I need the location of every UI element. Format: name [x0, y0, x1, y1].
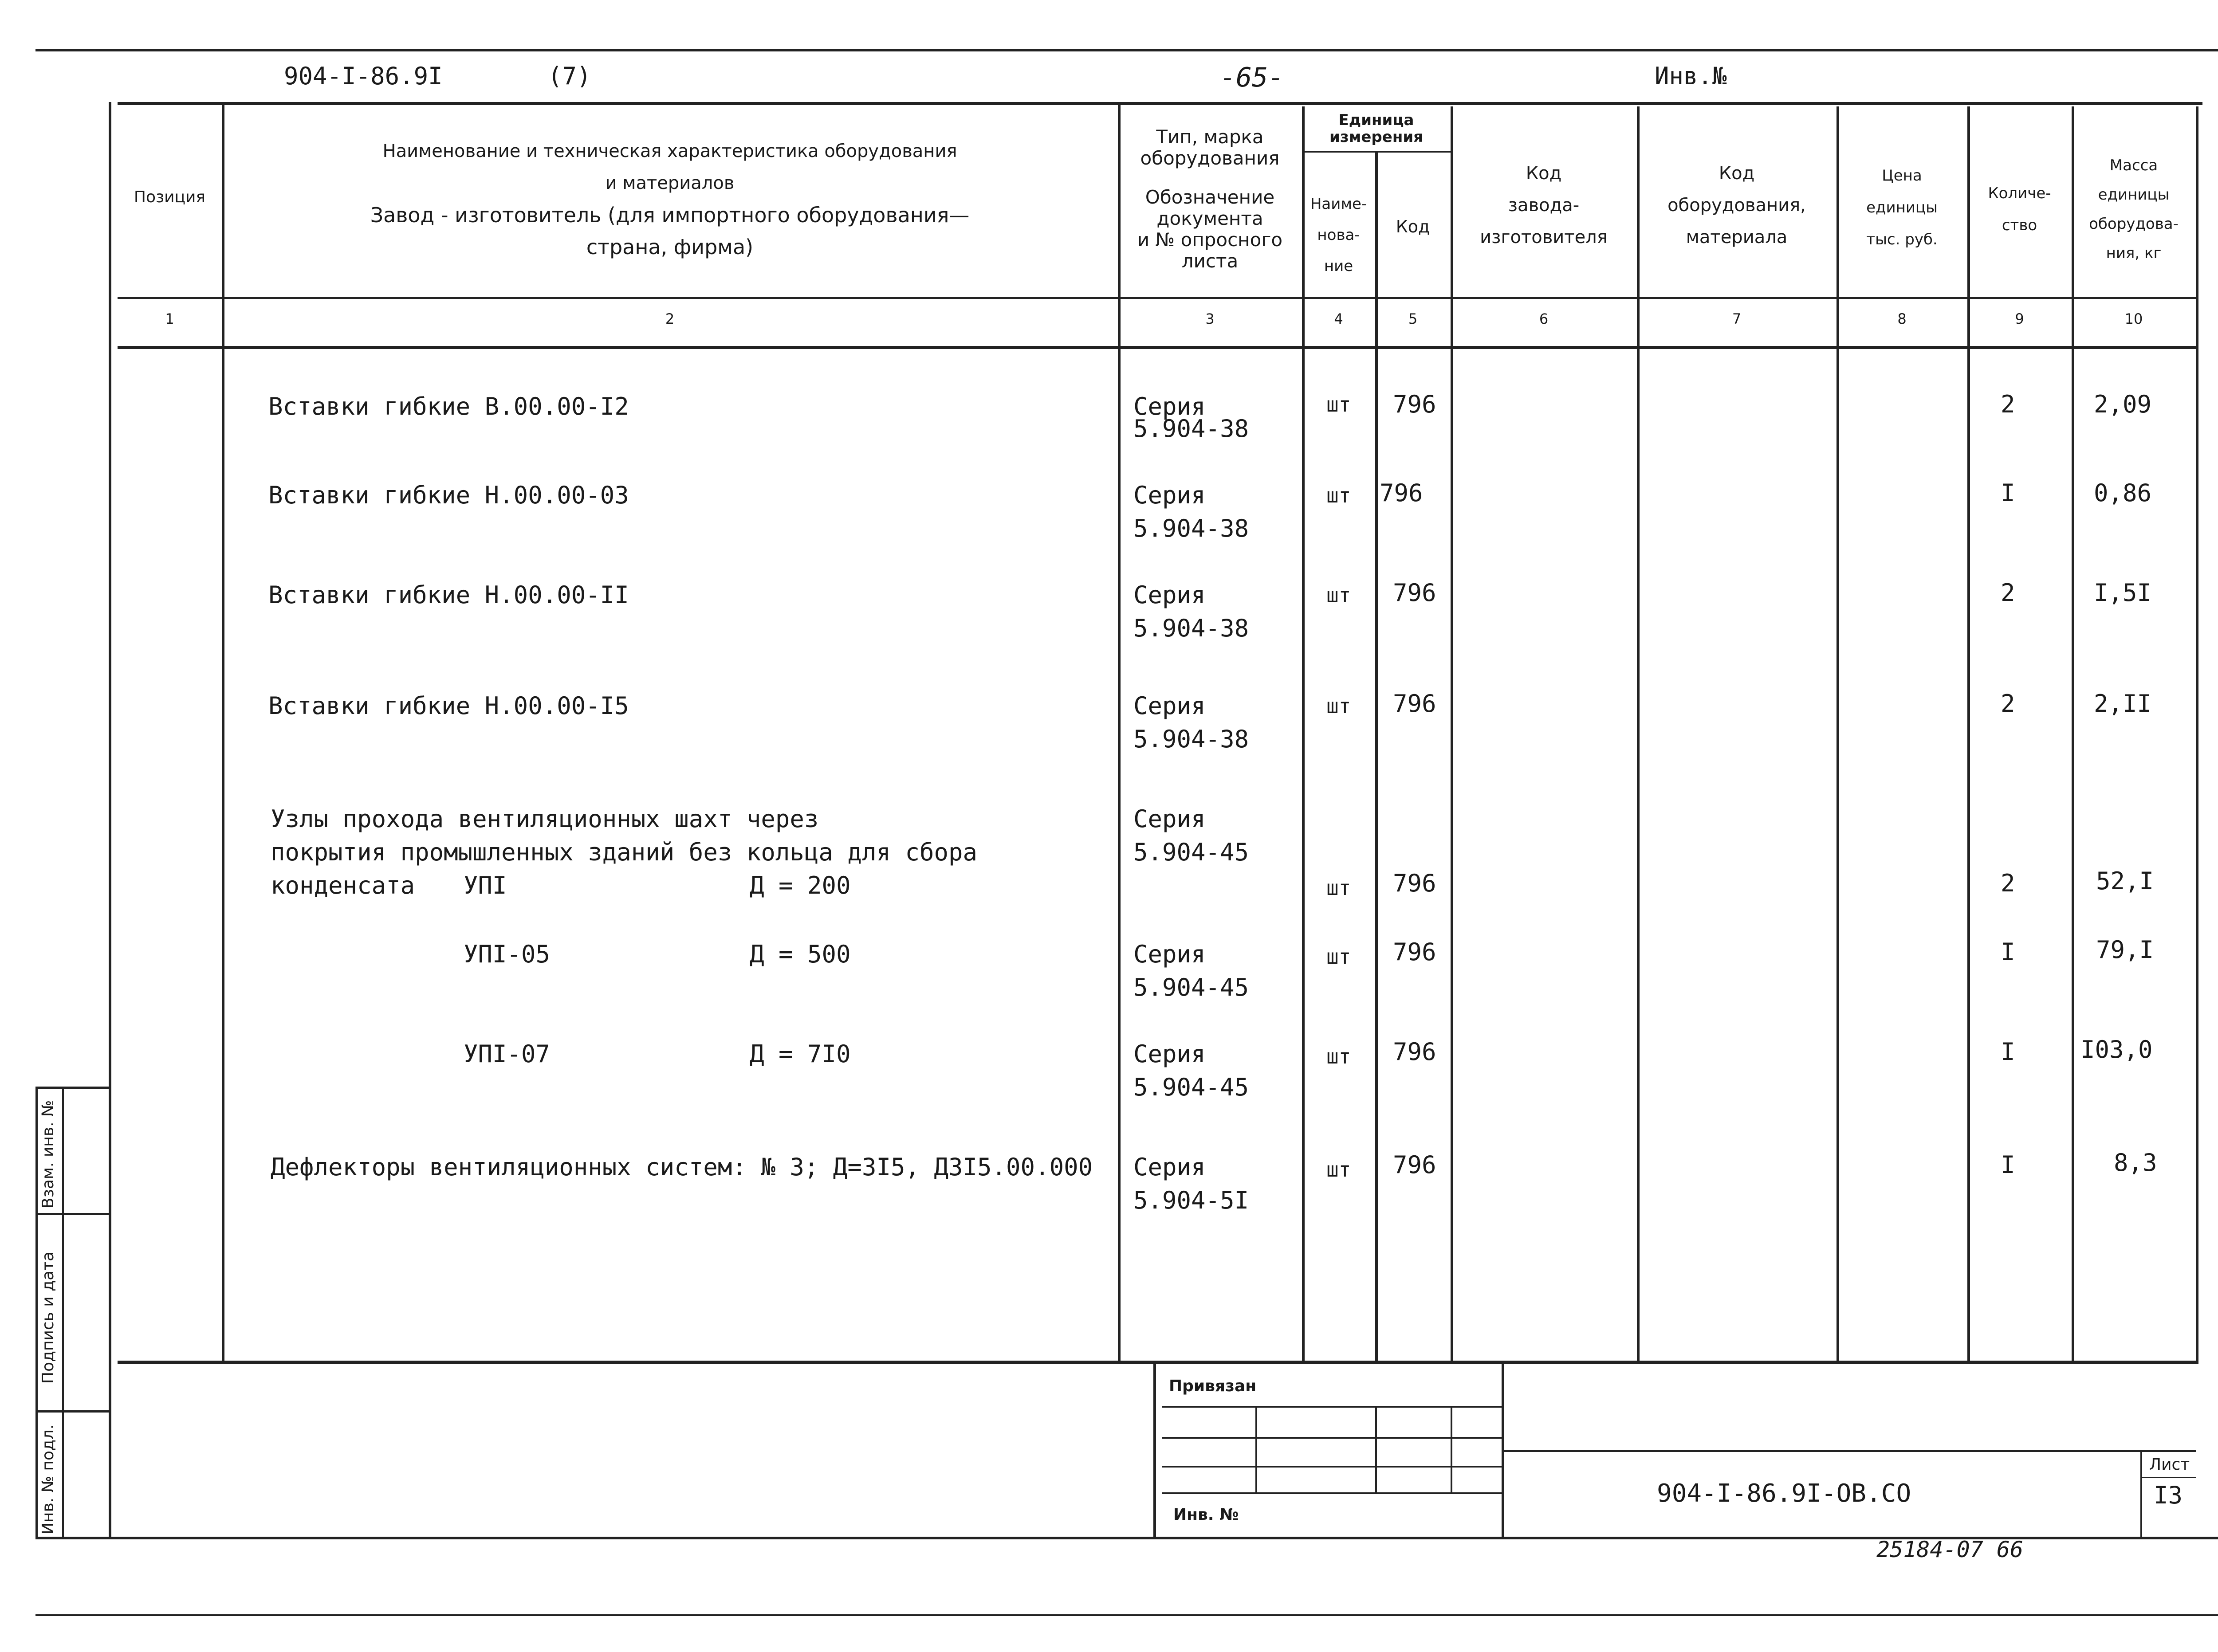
uzly-item1-unit: шт [1326, 876, 1351, 900]
header-price-line1: Цена [1882, 167, 1922, 184]
row1-code: 796 [1393, 390, 1436, 418]
row1-name: Вставки гибкие В.00.00-I2 [268, 392, 629, 420]
row2-code: 796 [1380, 479, 1423, 507]
column-number-7: 7 [1732, 310, 1742, 327]
row3-type-line1: Серия [1133, 581, 1206, 609]
inv-label: Инв.№ [1655, 62, 1727, 90]
column-number-6: 6 [1539, 310, 1549, 327]
header-type-line2: оборудования [1140, 147, 1280, 169]
uzly-item3-qty: I [2001, 1038, 2015, 1066]
side-box-top [35, 1087, 109, 1089]
uzly-item1-mass: 52,I [2096, 867, 2154, 895]
title-block-list-label-line [2140, 1477, 2196, 1478]
header-quantity-line1: Количе- [1988, 184, 2051, 202]
header-mass-line1: Масса [2109, 157, 2158, 174]
header-unit-name-line2: нова- [1317, 226, 1360, 244]
col-divider-2 [1118, 102, 1121, 1364]
header-mass-line4: ния, кг [2106, 244, 2162, 262]
column-number-8: 8 [1897, 310, 1907, 327]
header-name-line2: и материалов [605, 173, 735, 193]
row3-name: Вставки гибкие Н.00.00-II [268, 581, 629, 609]
header-quantity-line2: ство [2002, 216, 2037, 234]
list-number: I3 [2154, 1481, 2183, 1509]
row4-unit: шт [1326, 694, 1351, 718]
uzly-item1-code: 796 [1393, 869, 1436, 897]
header-quantity [1967, 177, 2072, 241]
deflector-unit: шт [1326, 1158, 1351, 1181]
header-price-line3: тыс. руб. [1866, 231, 1938, 248]
title-block-v1 [1255, 1406, 1257, 1492]
list-label: Лист [2149, 1456, 2190, 1474]
header-type-line3: Обозначение [1145, 186, 1275, 208]
sheet-in-series: (7) [548, 62, 591, 90]
header-unit-line2: измерения [1329, 128, 1423, 146]
col-divider-9 [2072, 106, 2074, 1364]
header-equipment-code-line1: Код [1719, 163, 1755, 184]
row3-type-line2: 5.904-38 [1133, 614, 1249, 642]
uzly-item3-mass: I03,0 [2080, 1036, 2153, 1063]
title-inv-label: Инв. № [1173, 1506, 1239, 1524]
col-divider-7 [1837, 106, 1839, 1364]
title-block-list-divider [2140, 1450, 2142, 1537]
uzly-item2-diameter: Д = 500 [750, 940, 851, 968]
column-number-9: 9 [2015, 310, 2024, 327]
uzly-item2-mass: 79,I [2096, 936, 2154, 964]
side-box-left [35, 1087, 38, 1539]
uzly-item3-type-line1: Серия [1133, 1040, 1206, 1068]
column-number-bottom-line [118, 346, 2196, 349]
title-block-v3 [1451, 1406, 1452, 1492]
header-equipment-code-line3: материала [1686, 227, 1788, 247]
side-label-inv-podl: Инв. № подл. [39, 1424, 57, 1534]
row1-qty: 2 [2001, 390, 2015, 418]
side-box-divider-2 [35, 1410, 109, 1413]
uzly-item1-qty: 2 [2001, 869, 2015, 897]
column-number-3: 3 [1205, 310, 1215, 327]
header-type-line5: и № опросного [1137, 229, 1283, 251]
header-mass-line3: оборудова- [2089, 215, 2179, 233]
row3-qty: 2 [2001, 579, 2015, 607]
col-divider-3 [1302, 106, 1305, 1364]
column-number-2: 2 [665, 310, 675, 327]
row2-qty: I [2001, 479, 2015, 507]
uzly-item2-type-line1: Серия [1133, 940, 1206, 968]
row2-name: Вставки гибкие Н.00.00-03 [268, 481, 629, 509]
uzly-item1-diameter: Д = 200 [750, 871, 851, 899]
uzly-title-line3: конденсата [271, 871, 415, 899]
row3-mass: I,5I [2094, 579, 2152, 607]
uzly-item2-unit: шт [1326, 945, 1351, 969]
privyazan-label: Привязан [1169, 1377, 1257, 1395]
title-block-main-divider [1502, 1450, 2196, 1452]
header-price-line2: единицы [1866, 199, 1938, 216]
column-number-1: 1 [165, 310, 174, 327]
col-divider-6 [1637, 106, 1640, 1364]
row1-type-line2: 5.904-38 [1133, 415, 1249, 443]
header-unit-line1: Единица [1338, 111, 1414, 129]
title-block-v2 [1375, 1406, 1377, 1492]
row2-type-line2: 5.904-38 [1133, 514, 1249, 542]
header-type-line1: Тип, марка [1156, 126, 1264, 148]
row4-qty: 2 [2001, 690, 2015, 718]
row3-unit: шт [1326, 583, 1351, 607]
doc-code: 904-I-86.9I [284, 62, 443, 90]
row4-code: 796 [1393, 690, 1436, 718]
col-divider-8 [1967, 106, 1970, 1364]
uzly-item1-mark: УПI [464, 871, 507, 899]
frame-top-line [118, 102, 2202, 105]
title-block-mid [1502, 1361, 1504, 1538]
header-equipment-code-line2: оборудования, [1667, 195, 1806, 216]
header-price [1837, 160, 1967, 255]
header-plant-code [1451, 157, 1637, 253]
table-bottom-line [118, 1361, 2196, 1364]
uzly-item3-mark: УПI-07 [464, 1040, 551, 1068]
column-number-5: 5 [1408, 310, 1418, 327]
row2-mass: 0,86 [2094, 479, 2152, 507]
header-name-line1: Наименование и техническая характеристика оборудования [382, 141, 957, 161]
column-number-4: 4 [1334, 310, 1343, 327]
row4-mass: 2,II [2094, 690, 2152, 718]
header-type-line6: листа [1181, 250, 1239, 272]
uzly-item2-qty: I [2001, 938, 2015, 966]
row4-type-line1: Серия [1133, 692, 1206, 720]
deflector-type-line2: 5.904-5I [1133, 1186, 1249, 1214]
uzly-title-line1: Узлы прохода вентиляционных шахт через [271, 805, 819, 833]
side-box-divider-1 [35, 1213, 109, 1215]
deflector-code: 796 [1393, 1151, 1436, 1179]
uzly-item3-code: 796 [1393, 1038, 1436, 1066]
uzly-item2-code: 796 [1393, 938, 1436, 966]
row1-unit: шт [1326, 392, 1351, 416]
top-border-line [35, 49, 2218, 51]
header-mass-line2: единицы [2098, 186, 2170, 204]
header-name-line3: Завод - изготовитель (для импортного оборудования— [370, 203, 970, 227]
header-mass [2072, 151, 2196, 268]
row1-mass: 2,09 [2094, 390, 2152, 418]
uzly-item2-mark: УПI-05 [464, 940, 551, 968]
col-divider-10 [2196, 106, 2198, 1364]
doc-designation: 904-I-86.9I-ОВ.СО [1657, 1479, 1911, 1508]
frame-left-line [109, 102, 111, 1539]
col-divider-1 [222, 102, 224, 1364]
header-unit-name-line1: Наиме- [1310, 195, 1367, 213]
uzly-type-line1: Серия [1133, 805, 1206, 833]
row4-type-line2: 5.904-38 [1133, 725, 1249, 753]
header-type-line4: документа [1156, 208, 1263, 229]
header-plant-code-line1: Код [1526, 163, 1562, 184]
row4-name: Вставки гибкие Н.00.00-I5 [268, 692, 629, 720]
uzly-item3-type-line2: 5.904-45 [1133, 1073, 1249, 1101]
title-block-left [1153, 1361, 1156, 1538]
uzly-type-line2: 5.904-45 [1133, 838, 1249, 866]
page-number: -65- [1220, 62, 1284, 93]
header-unit-name [1302, 188, 1375, 282]
side-label-vzam: Взам. инв. № [39, 1100, 57, 1209]
header-type-block [1118, 126, 1302, 272]
column-number-10: 10 [2124, 310, 2143, 327]
page-bottom-line [35, 1614, 2218, 1616]
header-equipment-code [1637, 157, 1837, 253]
header-plant-code-line3: изготовителя [1480, 227, 1608, 247]
row1-type-line1: Серия [1133, 392, 1206, 420]
uzly-item2-type-line2: 5.904-45 [1133, 973, 1249, 1001]
row2-unit: шт [1326, 483, 1351, 507]
uzly-item3-diameter: Д = 7I0 [750, 1040, 851, 1068]
bottom-note: 25184-07 66 [1876, 1537, 2024, 1562]
unit-group-divider [1302, 151, 1451, 153]
deflector-type-line1: Серия [1133, 1153, 1206, 1181]
row3-code: 796 [1393, 579, 1436, 607]
header-plant-code-line2: завода- [1508, 195, 1580, 216]
uzly-title-line2: покрытия промышленных зданий без кольца для сбора [271, 838, 978, 866]
header-unit-group [1302, 112, 1451, 145]
col-divider-5 [1451, 106, 1453, 1364]
col-divider-4 [1375, 151, 1378, 1364]
header-unit-name-line3: ние [1324, 257, 1353, 275]
header-unit-code: Код [1396, 217, 1430, 236]
title-block-row-4 [1162, 1492, 1502, 1494]
header-name-block [222, 135, 1118, 263]
header-bottom-line [118, 297, 2196, 299]
header-position: Позиция [134, 188, 206, 206]
deflector-mass: 8,3 [2114, 1149, 2157, 1177]
deflector-name: Дефлекторы вентиляционных систем: № 3; Д=3I5, Д3I5.00.000 [271, 1153, 1093, 1181]
row2-type-line1: Серия [1133, 481, 1206, 509]
deflector-qty: I [2001, 1151, 2015, 1179]
side-box-inner [62, 1087, 64, 1539]
uzly-item3-unit: шт [1326, 1044, 1351, 1068]
side-label-podpis: Подпись и дата [39, 1251, 57, 1384]
header-name-line4: страна, фирма) [586, 235, 754, 259]
